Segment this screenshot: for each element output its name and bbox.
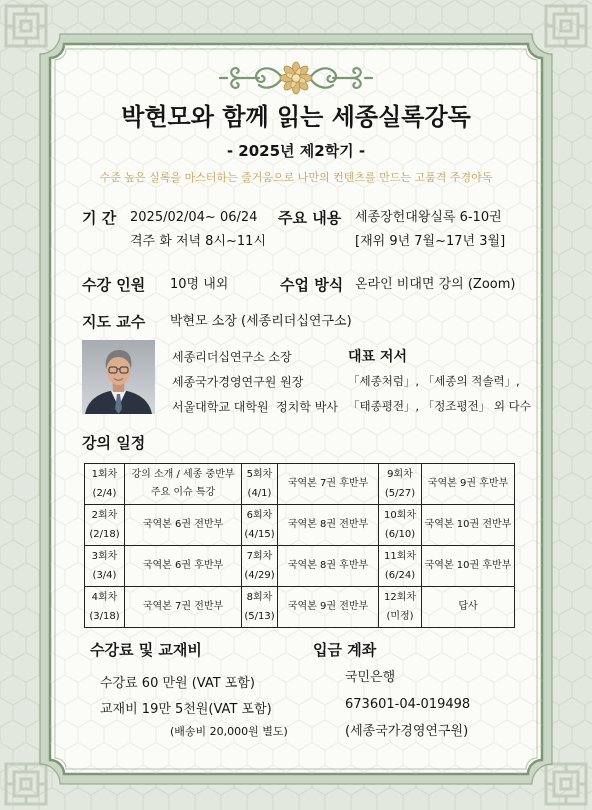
- topic-cell: [278, 546, 379, 587]
- content-value: 세종장헌대왕실록 6-10권: [355, 210, 502, 225]
- session-topic: 국역본 7권 전반부: [142, 601, 224, 612]
- session-topic: 주요 이슈 특강: [150, 487, 216, 498]
- session-number: 4회차: [91, 592, 118, 603]
- topic-cell: [422, 505, 515, 546]
- session-topic: 국역본 9권 전반부: [287, 601, 369, 612]
- period-label: 기 간: [82, 209, 117, 227]
- textbook-fee: 교재비 19만 5천원(VAT 포함): [100, 702, 272, 717]
- session-cell: [242, 587, 278, 628]
- session-number: 12회차: [383, 592, 417, 603]
- session-date: (3/18): [89, 611, 120, 622]
- account-holder: (세종국가경영연구원): [345, 724, 469, 739]
- instructor-value: 박현모 소장 (세종리더십연구소): [170, 314, 352, 329]
- books-line: 「태종평전」, 「정조평전」 외 다수: [348, 399, 531, 413]
- session-number: 1회차: [91, 469, 118, 480]
- session-cell: [379, 546, 422, 587]
- session-number: 5회차: [246, 469, 273, 480]
- schedule-table: [84, 463, 515, 628]
- account-heading: 입금 계좌: [313, 641, 377, 659]
- topic-cell: [125, 464, 242, 505]
- content-label: 주요 내용: [278, 209, 342, 227]
- session-number: 6회차: [246, 510, 273, 521]
- session-cell: [85, 464, 125, 505]
- tuition-fee: 수강료 60 만원 (VAT 포함): [100, 676, 256, 691]
- gold-flower-icon: [280, 62, 312, 94]
- topic-cell: [278, 587, 379, 628]
- session-cell: [242, 505, 278, 546]
- session-cell: [85, 505, 125, 546]
- period-dates: 2025/02/04~ 06/24: [130, 210, 258, 225]
- bank-name: 국민은행: [345, 670, 396, 685]
- session-date: (4/1): [247, 488, 272, 499]
- session-number: 8회차: [246, 592, 273, 603]
- schedule-heading: 강의 일정: [82, 434, 146, 452]
- poster-title: 박현모와 함께 읽는 세종실록강독: [121, 103, 471, 131]
- session-date: (4/15): [244, 529, 275, 540]
- fees-heading: 수강료 및 교재비: [90, 641, 202, 659]
- schedule-row: [85, 587, 515, 628]
- topic-cell: [125, 505, 242, 546]
- session-topic: 국역본 7권 후반부: [287, 478, 369, 489]
- session-topic: 국역본 10권 전반부: [424, 519, 512, 530]
- session-topic: 답사: [458, 601, 478, 612]
- session-topic: 국역본 8권 전반부: [287, 519, 369, 530]
- green-scroll-ornament: [220, 68, 282, 88]
- session-cell: [379, 505, 422, 546]
- session-topic: 강의 소개 / 세종 중반부: [131, 469, 235, 480]
- capacity-value: 10명 내외: [170, 277, 229, 292]
- session-date: (2/4): [92, 488, 117, 499]
- instructor-photo: [82, 340, 155, 414]
- session-cell: [242, 464, 278, 505]
- session-date: (5/13): [244, 611, 275, 622]
- session-topic: 국역본 6권 후반부: [142, 560, 224, 571]
- schedule-row: [85, 546, 515, 587]
- method-label: 수업 방식: [280, 276, 344, 294]
- session-number: 2회차: [91, 510, 118, 521]
- topic-cell: [422, 587, 515, 628]
- session-date: (미정): [386, 611, 414, 622]
- session-date: (3/4): [92, 570, 117, 581]
- poster-tagline: 수준 높은 실록을 마스터하는 즐거움으로 나만의 컨텐츠를 만드는 고품격 주경야독: [99, 171, 493, 184]
- session-topic: 국역본 9권 후반부: [427, 478, 509, 489]
- topic-cell: [422, 464, 515, 505]
- books-label: 대표 저서: [348, 349, 407, 365]
- session-topic: 국역본 8권 후반부: [287, 560, 369, 571]
- session-cell: [379, 587, 422, 628]
- session-number: 11회차: [383, 551, 417, 562]
- content-detail: [재위 9년 7월~17년 3월]: [355, 234, 506, 249]
- method-value: 온라인 비대면 강의 (Zoom): [355, 277, 516, 292]
- poster-term: - 2025년 제2학기 -: [226, 142, 366, 160]
- capacity-label: 수강 인원: [82, 276, 146, 294]
- session-number: 3회차: [91, 551, 118, 562]
- session-cell: [85, 587, 125, 628]
- topic-cell: [278, 464, 379, 505]
- period-time: 격주 화 저녁 8시~11시: [130, 234, 267, 249]
- session-date: (2/18): [89, 529, 120, 540]
- topic-cell: [422, 546, 515, 587]
- session-date: (4/29): [244, 570, 275, 581]
- books-line: 「세종처럼」, 「세종의 적솔력」,: [348, 374, 520, 388]
- session-number: 10회차: [383, 510, 417, 521]
- career-line: 세종국가경영연구원 원장: [172, 375, 304, 389]
- topic-cell: [278, 505, 379, 546]
- session-cell: [242, 546, 278, 587]
- shipping-note: (배송비 20,000원 별도): [170, 725, 288, 738]
- session-cell: [379, 464, 422, 505]
- session-date: (6/24): [384, 570, 416, 581]
- schedule-row: [85, 505, 515, 546]
- session-topic: 국역본 10권 후반부: [424, 560, 512, 571]
- schedule-row: [85, 464, 515, 505]
- career-line: 세종리더십연구소 소장: [172, 350, 292, 364]
- session-date: (6/10): [384, 529, 416, 540]
- top-ornament: [216, 59, 376, 97]
- session-number: 9회차: [387, 469, 413, 480]
- session-topic: 국역본 6권 전반부: [142, 519, 224, 530]
- session-cell: [85, 546, 125, 587]
- account-number: 673601-04-019498: [345, 697, 471, 712]
- career-line: 서울대학교 대학원 정치학 박사: [172, 400, 338, 414]
- topic-cell: [125, 587, 242, 628]
- instructor-label: 지도 교수: [82, 313, 146, 331]
- session-date: (5/27): [384, 488, 416, 499]
- session-number: 7회차: [246, 551, 273, 562]
- topic-cell: [125, 546, 242, 587]
